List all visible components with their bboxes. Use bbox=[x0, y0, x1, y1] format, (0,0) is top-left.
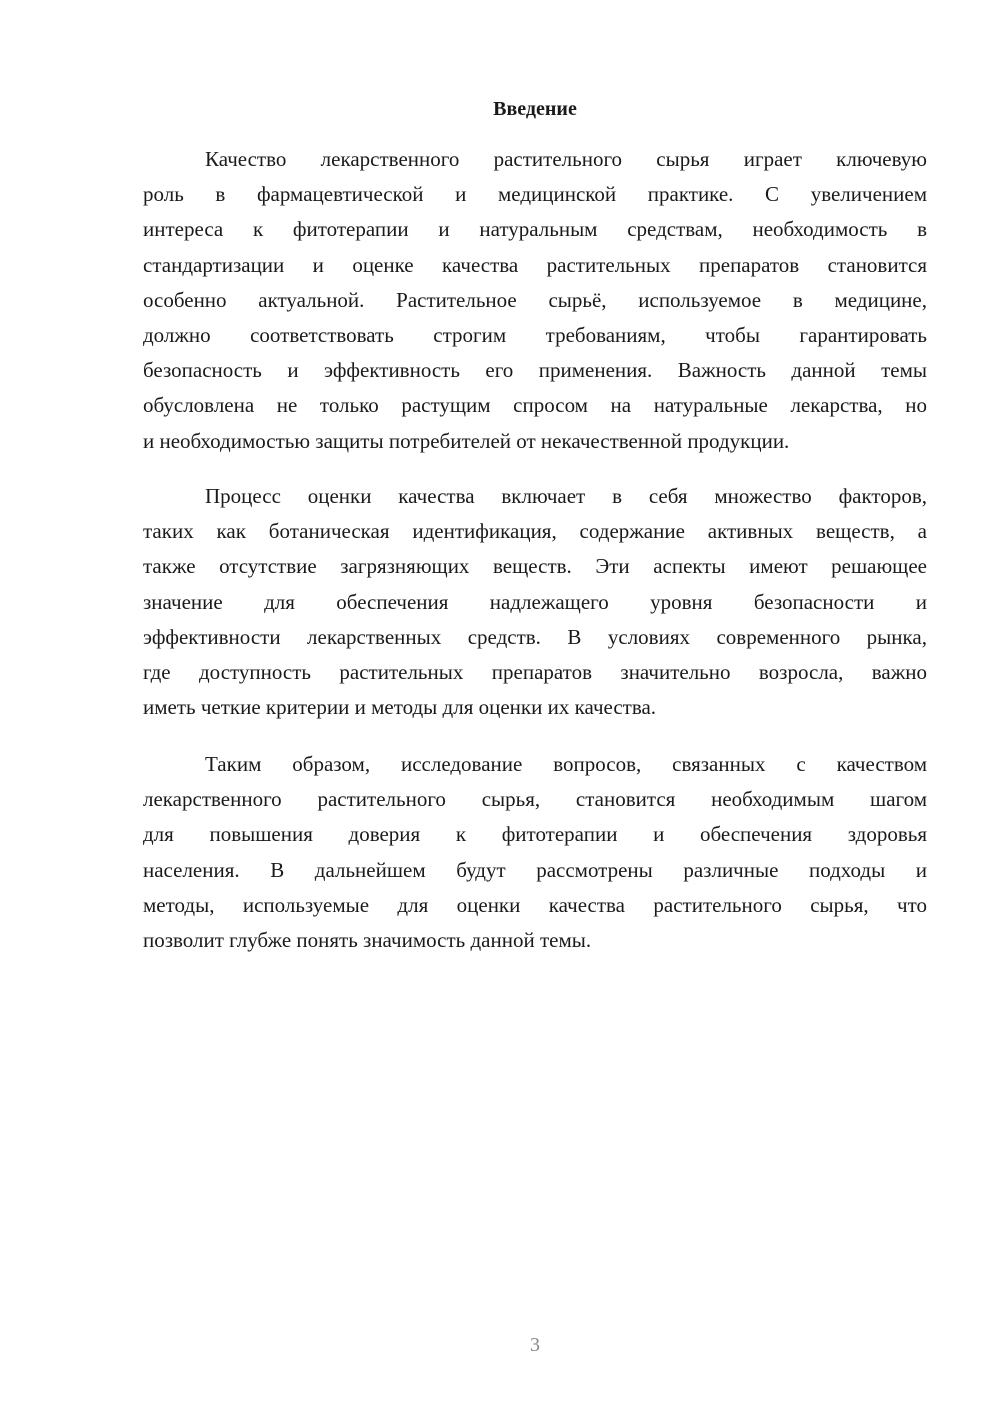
text-line: населения. В дальнейшем будут рассмотрены различные подходы и bbox=[143, 857, 927, 882]
text-line: значение для обеспечения надлежащего уровня безопасности и bbox=[143, 589, 927, 614]
text-line: эффективности лекарственных средств. В условиях современного рынка, bbox=[143, 624, 927, 649]
text-line: безопасность и эффективность его применения. Важность данной темы bbox=[143, 358, 927, 383]
text-line: таких как ботаническая идентификация, содержание активных веществ, а bbox=[143, 519, 927, 544]
paragraph-1 bbox=[143, 142, 927, 459]
text-line: лекарственного растительного сырья, становится необходимым шагом bbox=[143, 787, 927, 812]
text-line: Процесс оценки качества включает в себя множество факторов, bbox=[205, 484, 927, 508]
text-line: где доступность растительных препаратов значительно возросла, важно bbox=[143, 659, 927, 684]
text-line: иметь четкие критерии и методы для оценки их качества. bbox=[143, 695, 657, 720]
text-line: Таким образом, исследование вопросов, связанных с качеством bbox=[205, 752, 927, 776]
page-number: 3 bbox=[530, 1334, 540, 1356]
text-line: Качество лекарственного растительного сырья играет ключевую bbox=[205, 147, 927, 171]
text-line: для повышения доверия к фитотерапии и обеспечения здоровья bbox=[143, 822, 927, 847]
text-line: позволит глубже понять значимость данной темы. bbox=[143, 927, 592, 952]
text-line: также отсутствие загрязняющих веществ. Эти аспекты имеют решающее bbox=[143, 554, 927, 579]
paragraph-2 bbox=[143, 479, 927, 725]
paragraph-3 bbox=[143, 747, 927, 958]
text-line: должно соответствовать строгим требованиям, чтобы гарантировать bbox=[143, 322, 927, 347]
text-line: и необходимостью защиты потребителей от некачественной продукции. bbox=[143, 428, 790, 453]
text-line: методы, используемые для оценки качества растительного сырья, что bbox=[143, 892, 927, 917]
text-line: особенно актуальной. Растительное сырьё, используемое в медицине, bbox=[143, 287, 927, 312]
page-title: Введение bbox=[493, 98, 577, 120]
text-line: интереса к фитотерапии и натуральным средствам, необходимость в bbox=[143, 217, 927, 242]
text-line: стандартизации и оценке качества растительных препаратов становится bbox=[143, 252, 927, 277]
text-line: обусловлена не только растущим спросом на натуральные лекарства, но bbox=[143, 393, 927, 418]
text-line: роль в фармацевтической и медицинской практике. С увеличением bbox=[143, 182, 927, 207]
